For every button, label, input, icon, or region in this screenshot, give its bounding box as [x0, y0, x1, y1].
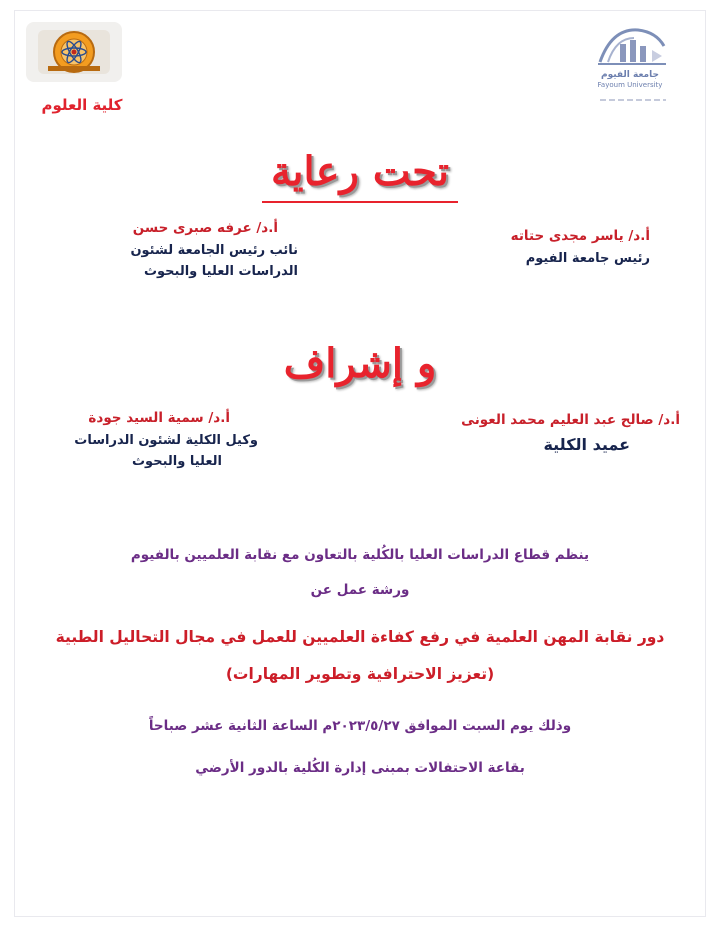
venue-line: بقاعة الاحتفالات بمبنى إدارة الكُلية بالدور الأرضي [195, 760, 525, 776]
university-subtitle-mark [598, 88, 668, 94]
workshop-subtitle: (تعزيز الاحترافية وتطوير المهارات) [225, 665, 495, 683]
patron-right [430, 228, 650, 269]
announcement-line1: ينظم قطاع الدراسات العليا بالكُلية بالتعاون مع نقابة العلميين بالفيوم [130, 547, 590, 563]
supervisor-right-name: أ.د/ صالح عبد العليم محمد العونى [461, 412, 680, 428]
patronage-heading: تحت رعاية [270, 148, 450, 195]
patron-left-role-line2: الدراسات العليا والبحوث [143, 264, 298, 279]
supervisor-right [380, 412, 680, 455]
science-faculty-emblem-icon [26, 22, 122, 82]
supervisor-left [48, 410, 258, 472]
university-name-ar: جامعة الفيوم [601, 70, 659, 80]
patron-right-name: أ.د/ ياسر مجدى حتاته [510, 228, 650, 244]
patron-left-name: أ.د/ عرفه صبرى حسن [132, 220, 278, 236]
patronage-underline [262, 201, 458, 203]
supervisor-left-role-line1: وكيل الكلية لشئون الدراسات [74, 433, 258, 448]
patron-left [48, 220, 298, 282]
supervisor-left-name: أ.د/ سمية السيد جودة [88, 410, 230, 426]
faculty-name: كلية العلوم [41, 96, 123, 114]
supervisor-right-role: عميد الكلية [543, 435, 630, 454]
university-name-en: Fayoum University [597, 81, 663, 89]
date-line: وذلك يوم السبت الموافق ٢٠٢٣/٥/٢٧م الساعة الثانية عشر صباحاً [148, 718, 572, 734]
supervision-heading: و إشراف [283, 340, 437, 387]
supervisor-left-role-line2: العليا والبحوث [131, 454, 222, 469]
workshop-topic: دور نقابة المهن العلمية في رفع كفاءة العلميين للعمل في مجال التحاليل الطبية [55, 628, 665, 646]
patron-right-role: رئيس جامعة الفيوم [525, 251, 650, 266]
patron-left-role-line1: نائب رئيس الجامعة لشئون [130, 243, 298, 258]
announcement-line2: ورشة عمل عن [310, 582, 410, 598]
